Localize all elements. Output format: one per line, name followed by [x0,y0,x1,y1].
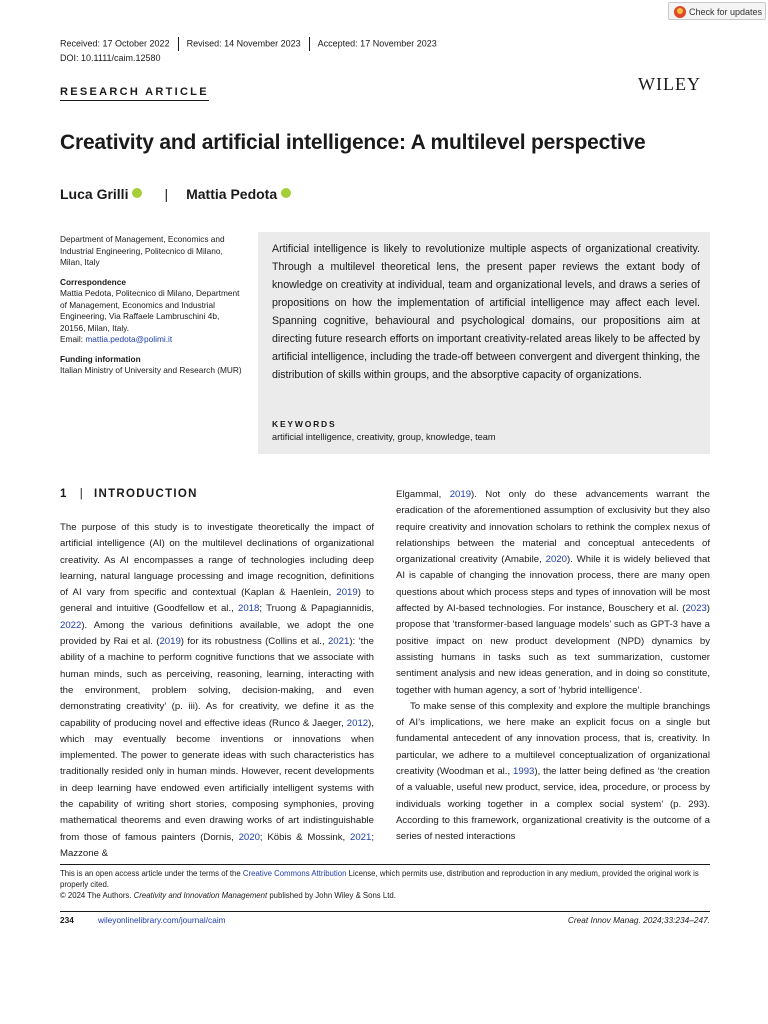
paragraph: The purpose of this study is to investigate theoretically the impact of artificial intelligence (AI) on the multilevel declinations of organizational creativity. As AI encompasses a range of technologies including deep learning, natural language processing and image recognition, definitions of AI vary from specific and contextual (Kaplan & Haenlein, 2019) to general and intuitive (Goodfellow et al., 2018; Truong & Papagiannidis, 2022). Among the various definitions available, we adopt the one provided by Rai et al. (2019) for its robustness (Collins et al., 2021): ‘the ability of a machine to perform cognitive functions that we associate with human minds, such as perceiving, reasoning, learning, interacting with the environment, problem solving, decision-making, and even demonstrating creativity’ (p. iii). As for creativity, we define it as the capability of producing novel and effective ideas (Runco & Jaeger, 2012), which may eventually become inventions or innovations when implemented. The power to generate ideas with such characteristics has traditionally resided only in human minds. However, recent developments in deep learning have endowed even artificially intelligent systems with the capability of writing short stories, composing symphonies, proving mathematical theorems and even drawing works of art indistinguishable from those of famous painters (Dornis, 2020; Köbis & Mossink, 2021; Mazzone & [60,522,375,859]
citation-link[interactable]: 2023 [685,603,707,615]
citation-link[interactable]: 2012 [346,717,369,729]
author-list [60,186,291,202]
email-link[interactable]: mattia.pedota@polimi.it [85,334,173,344]
accepted-date: Accepted: 17 November 2023 [317,38,437,49]
paragraph: Elgammal, 2019). Not only do these advancements warrant the eradication of the aforementioned assumption of exclusivity but they also require creativity and innovation scholars to rethink the complex nexus of relationships between the material and conceptual antecedents of organizational creativity (Amabile, 2020). While it is widely believed that AI is capable of changing the innovation process, there are many open questions about which process steps and types of innovation will be most affected by AI-based technologies. For instance, Bouschery et al. (2023) propose that ‘transformer-based language models’ such as GPT-3 have a positive impact on new product development (NPD) dynamics by assisting humans in tasks such as text summarization, customer sentiment analysis and new ideas generation, and in doing so constitute, together with human agency, a sort of ‘hybrid intelligence’. [396,489,711,696]
author-name[interactable]: Luca Grilli [60,186,129,202]
citation-link[interactable]: 2020 [238,831,260,843]
funding-heading: Funding information [60,353,141,364]
funding-text: Italian Ministry of University and Research (MUR) [60,365,242,375]
license-footnote [60,868,710,901]
affiliation-block [60,234,245,377]
email-line [60,334,245,346]
keywords-heading: KEYWORDS [272,419,337,429]
citation-link[interactable]: 2022 [60,619,82,631]
citation-link[interactable]: 1993 [513,766,535,778]
copyright-text: © 2024 The Authors. Creativity and Innovation Management published by John Wiley & Sons Ltd. [60,891,396,900]
citation-link[interactable]: 2019 [449,489,472,500]
journal-name: Creativity and Innovation Management [133,891,268,900]
paper-title: Creativity and artificial intelligence: A multilevel perspective [60,131,646,154]
license-text: This is an open access article under the terms of the Creative Commons Attribution License, which permits use, distribution and reproduction in any medium, provided the original work is properly cited. [60,869,699,889]
citation-link[interactable]: 2020 [545,554,567,566]
revised-date: Revised: 14 November 2023 [186,38,301,49]
author-separator: | [164,186,169,202]
orcid-icon[interactable] [132,188,142,198]
article-type: RESEARCH ARTICLE [60,86,209,101]
received-date: Received: 17 October 2022 [60,38,170,49]
section-separator: | [79,488,84,500]
section-number: 1 [60,488,68,500]
correspondence-text: Mattia Pedota, Politecnico di Milano, Department of Management, Economics and Industrial Engineering, Via Raffaele Lambruschini 4b, 20156, Milan, Italy. [60,288,240,333]
page-number: 234 [60,915,74,925]
divider [178,37,179,51]
citation-link[interactable]: 2021 [350,831,372,843]
journal-url-link[interactable]: wileyonlinelibrary.com/journal/caim [98,915,226,925]
body-column-left [60,520,374,862]
crossmark-icon [674,6,686,18]
check-for-updates-button[interactable] [668,2,766,20]
citation-link[interactable]: 2021 [327,636,350,648]
keywords-list: artificial intelligence, creativity, group, knowledge, team [272,432,496,442]
check-for-updates-label: Check for updates [689,7,763,17]
publication-dates [60,37,437,51]
license-link[interactable]: Creative Commons Attribution [242,869,347,878]
journal-citation: Creat Innov Manag. 2024;33:234–247. [567,915,710,925]
body-column-right [396,487,710,846]
abstract-text: Artificial intelligence is likely to revolutionize multiple aspects of organizational creativity. Through a multilevel theoretical lens, the present paper reviews the extant body of knowledge on creativity at individual, team and organizational levels, and draws a series of propositions on how the implementation of artificial intelligence may affect each level. Spanning cognitive, behavioural and psychological domains, our propositions aim at directing future research efforts on important creativity-related areas likely to be affected by artificial intelligence, including the trade-off between convergent and divergent thinking, the distribution of skills within groups, and the absorptive capacity of organizations. [272,243,700,381]
section-heading [60,488,198,500]
footnote-divider [60,864,710,865]
affiliation: Department of Management, Economics and Industrial Engineering, Politecnico di Milano, Milan, Italy [60,234,225,267]
divider [309,37,310,51]
doi[interactable]: DOI: 10.1111/caim.12580 [60,53,161,63]
section-title: INTRODUCTION [94,488,198,500]
footer-divider [60,911,710,912]
correspondence-heading: Correspondence [60,276,126,287]
orcid-icon[interactable] [281,188,291,198]
paragraph: To make sense of this complexity and explore the multiple branchings of AI’s implications, we here make an explicit focus on a single but fundamental antecedent of any innovation process, that is, creativity. In particular, we adhere to a multilevel conceptualization of organizational creativity (Woodman et al., 1993), the latter being defined as ‘the creation of a valuable, useful new product, service, idea, procedure, or process by individuals working together in a complex social system’ (p. 293). According to this framework, organizational creativity is the outcome of a series of nested interactions [396,700,710,843]
author-name[interactable]: Mattia Pedota [186,186,278,202]
publisher-logo: WILEY [638,74,701,94]
citation-link[interactable]: 2019 [159,636,181,648]
email-label: Email: [60,334,86,344]
citation-link[interactable]: 2018 [238,603,260,615]
citation-link[interactable]: 2019 [336,587,358,599]
